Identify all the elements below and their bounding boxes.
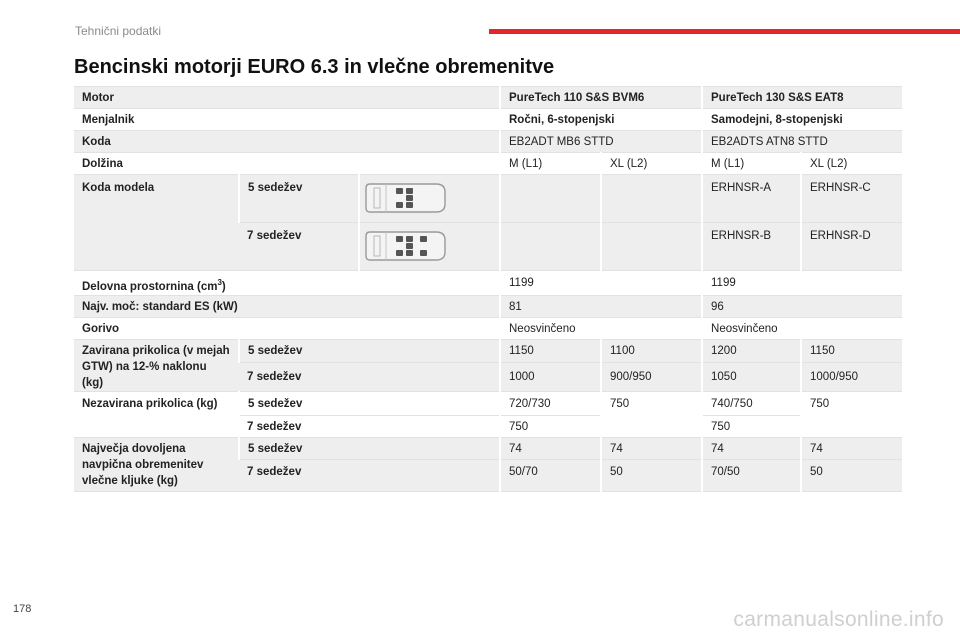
table-row-koda-modela-5 bbox=[74, 175, 902, 223]
engine-2-header: PureTech 130 S&S EAT8 bbox=[702, 87, 902, 109]
seat-label: 5 sedežev bbox=[239, 391, 500, 415]
table-row-koda bbox=[74, 131, 902, 153]
seat-label: 7 sedežev bbox=[239, 362, 500, 391]
table-cell: ERHNSR-D bbox=[801, 223, 902, 271]
table-cell: Neosvinčeno bbox=[702, 317, 902, 339]
table-row-prostornina bbox=[74, 271, 902, 296]
header-accent-bar bbox=[489, 29, 960, 34]
table-cell bbox=[601, 175, 702, 223]
table-cell: Samodejni, 8-stopenjski bbox=[702, 109, 902, 131]
table-row-moc bbox=[74, 295, 902, 317]
row-label: Menjalnik bbox=[74, 109, 500, 131]
van-5-seats-icon bbox=[364, 179, 448, 217]
table-row-nezavirana-5 bbox=[74, 391, 902, 415]
table-row-menjalnik bbox=[74, 109, 902, 131]
table-cell: Neosvinčeno bbox=[500, 317, 702, 339]
table-cell: 50/70 bbox=[500, 459, 601, 491]
section-header: Tehnični podatki bbox=[75, 24, 162, 38]
spec-table bbox=[74, 86, 902, 492]
table-cell: 750 bbox=[500, 415, 601, 437]
table-row-navpicna-5 bbox=[74, 437, 902, 459]
table-row-motor bbox=[74, 87, 902, 109]
table-cell: 750 bbox=[801, 391, 902, 437]
row-label: Zavirana prikolica (v mejah GTW) na 12-% naklonu (kg) bbox=[74, 339, 239, 391]
table-cell: 1050 bbox=[702, 362, 801, 391]
table-cell: 1200 bbox=[702, 339, 801, 362]
table-cell: 74 bbox=[702, 437, 801, 459]
row-label: Nezavirana prikolica (kg) bbox=[74, 391, 239, 437]
table-cell: 74 bbox=[500, 437, 601, 459]
table-cell: XL (L2) bbox=[601, 153, 702, 175]
seat-label: 7 sedežev bbox=[239, 415, 500, 437]
table-cell: 1150 bbox=[801, 339, 902, 362]
row-label: Najv. moč: standard ES (kW) bbox=[74, 295, 500, 317]
table-cell: 96 bbox=[702, 295, 902, 317]
table-cell: 81 bbox=[500, 295, 702, 317]
table-cell: 740/750 bbox=[702, 391, 801, 415]
seat-label: 7 sedežev bbox=[239, 459, 500, 491]
table-cell: ERHNSR-A bbox=[702, 175, 801, 223]
row-label: Največja dovoljena navpična obremenitev vlečne kljuke (kg) bbox=[74, 437, 239, 491]
van-5-seats-icon bbox=[359, 175, 500, 223]
seat-label: 5 sedežev bbox=[239, 339, 500, 362]
page-number: 178 bbox=[13, 603, 32, 615]
seat-label: 5 sedežev bbox=[239, 175, 359, 223]
table-cell: 50 bbox=[801, 459, 902, 491]
table-cell bbox=[500, 223, 601, 271]
table-cell: ERHNSR-C bbox=[801, 175, 902, 223]
watermark: carmanualsonline.info bbox=[733, 608, 944, 631]
table-row-dolzina bbox=[74, 153, 902, 175]
table-cell: 1199 bbox=[500, 271, 702, 296]
table-cell: 750 bbox=[702, 415, 801, 437]
table-cell bbox=[601, 223, 702, 271]
table-cell: 70/50 bbox=[702, 459, 801, 491]
page-title: Bencinski motorji EURO 6.3 in vlečne obremenitve bbox=[74, 56, 555, 78]
row-label: Delovna prostornina $(cm^3)$ bbox=[74, 271, 500, 296]
table-cell: 1150 bbox=[500, 339, 601, 362]
row-label: Motor bbox=[74, 87, 500, 109]
table-cell: ERHNSR-B bbox=[702, 223, 801, 271]
table-cell: 720/730 bbox=[500, 391, 601, 415]
table-cell: EB2ADT MB6 STTD bbox=[500, 131, 702, 153]
table-cell: 74 bbox=[801, 437, 902, 459]
engine-1-header: PureTech 110 S&S BVM6 bbox=[500, 87, 702, 109]
table-cell: 1199 bbox=[702, 271, 902, 296]
seat-label: 7 sedežev bbox=[239, 223, 359, 271]
table-cell: 1000 bbox=[500, 362, 601, 391]
row-label: Koda bbox=[74, 131, 500, 153]
row-label: Gorivo bbox=[74, 317, 500, 339]
table-cell: 50 bbox=[601, 459, 702, 491]
table-cell: 1000/950 bbox=[801, 362, 902, 391]
table-cell: M (L1) bbox=[702, 153, 801, 175]
table-cell bbox=[500, 175, 601, 223]
row-label: Koda modela bbox=[74, 175, 239, 271]
table-row-gorivo bbox=[74, 317, 902, 339]
table-cell: XL (L2) bbox=[801, 153, 902, 175]
table-cell: Ročni, 6-stopenjski bbox=[500, 109, 702, 131]
table-cell: 1100 bbox=[601, 339, 702, 362]
table-cell: 900/950 bbox=[601, 362, 702, 391]
table-row-zavirana-5 bbox=[74, 339, 902, 362]
table-cell: 74 bbox=[601, 437, 702, 459]
seat-label: 5 sedežev bbox=[239, 437, 500, 459]
row-label: Dolžina bbox=[74, 153, 500, 175]
table-cell: M (L1) bbox=[500, 153, 601, 175]
table-cell: EB2ADTS ATN8 STTD bbox=[702, 131, 902, 153]
van-7-seats-icon bbox=[364, 227, 448, 265]
table-cell: 750 bbox=[601, 391, 702, 437]
van-7-seats-icon bbox=[359, 223, 500, 271]
